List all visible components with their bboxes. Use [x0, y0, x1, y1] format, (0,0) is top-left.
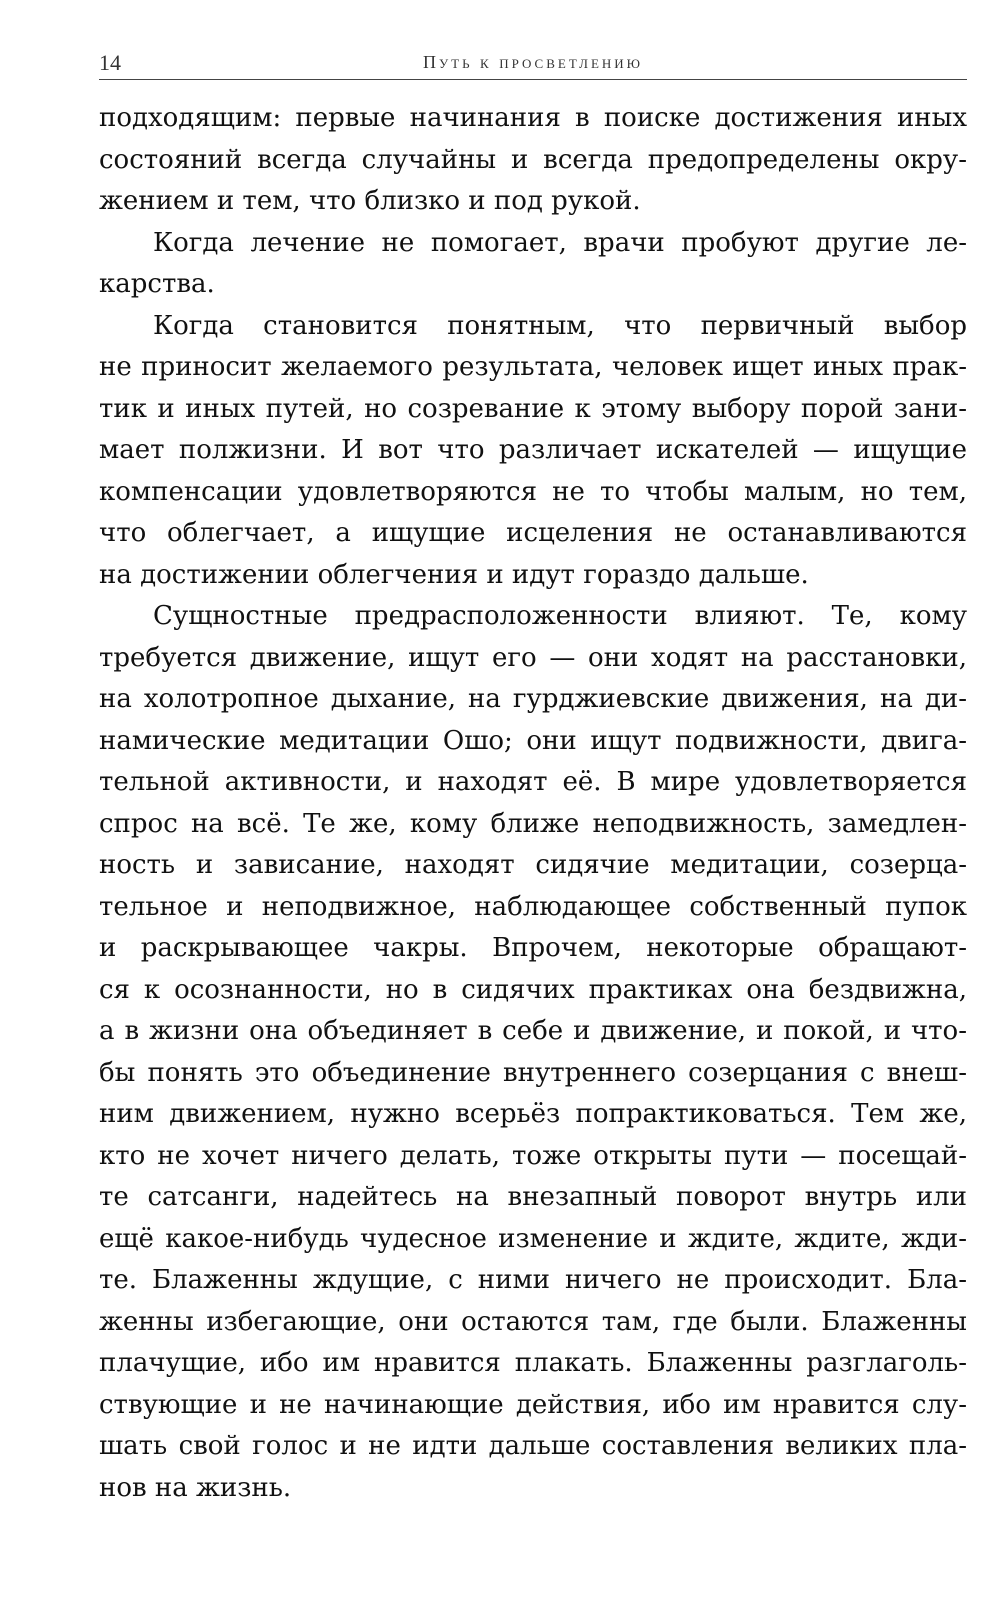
- text-line: и раскрывающее чакры. Впрочем, некоторые обращают-: [99, 933, 967, 963]
- text-line: нов на жизнь.: [99, 1472, 292, 1503]
- text-line: женны избегающие, они остаются там, где были. Блаженны: [99, 1306, 967, 1337]
- text-line: те. Блаженны ждущие, с ними ничего не происходит. Бла-: [99, 1265, 967, 1295]
- text-line: состояний всегда случайны и всегда предопределены окру-: [99, 144, 967, 175]
- header-rule: [99, 79, 967, 80]
- text-line: ствующие и не начинающие действия, ибо им нравится слу-: [99, 1389, 967, 1420]
- text-line: на холотропное дыхание, на гурджиевские движения, на ди-: [99, 684, 967, 714]
- text-line: Когда лечение не помогает, врачи пробуют другие ле-: [153, 227, 967, 258]
- text-line: а в жизни она объединяет в себе и движение, и покой, и что-: [99, 1016, 967, 1046]
- text-line: Когда становится понятным, что первичный выбор: [153, 310, 967, 341]
- text-line: требуется движение, ищут его — они ходят на расстановки,: [99, 642, 967, 673]
- text-line: плачущие, ибо им нравится плакать. Блаженны разглаголь-: [99, 1348, 967, 1378]
- text-line: что облегчает, а ищущие исцеления не останавливаются: [99, 518, 967, 548]
- text-line: Сущностные предрасположенности влияют. Те, кому: [153, 601, 967, 631]
- running-title: Путь к просветлению: [422, 52, 644, 72]
- text-line: ещё какое-нибудь чудесное изменение и ждите, ждите, жди-: [99, 1223, 967, 1254]
- text-line: шать свой голос и не идти дальше составления великих пла-: [99, 1431, 967, 1461]
- text-line: мает полжизни. И вот что различает искателей — ищущие: [99, 435, 967, 465]
- text-line: кто не хочет ничего делать, тоже открыты пути — посещай-: [99, 1140, 967, 1171]
- text-line: тельной активности, и находят её. В мире удовлетворяется: [99, 767, 967, 797]
- text-line: карства.: [99, 269, 215, 299]
- body-text: [99, 98, 967, 1509]
- page-number: 14: [99, 50, 121, 75]
- text-line: спрос на всё. Те же, кому ближе неподвижность, замедлен-: [99, 808, 967, 839]
- text-line: намические медитации Ошо; они ищут подвижности, двига-: [99, 725, 967, 756]
- text-line: тик и иных путей, но созревание к этому выбору порой зани-: [99, 393, 967, 424]
- text-line: жением и тем, что близко и под рукой.: [99, 186, 641, 216]
- running-head: [99, 44, 967, 78]
- text-line: ним движением, нужно всерьёз попрактиковаться. Тем же,: [99, 1099, 967, 1129]
- text-line: бы понять это объединение внутреннего созерцания с внеш-: [99, 1057, 967, 1088]
- text-line: те сатсанги, надейтесь на внезапный поворот внутрь или: [99, 1182, 967, 1212]
- text-line: на достижении облегчения и идут гораздо дальше.: [99, 559, 809, 590]
- text-line: ность и зависание, находят сидячие медитации, созерца-: [99, 850, 967, 880]
- text-line: подходящим: первые начинания в поиске достижения иных: [99, 103, 967, 133]
- text-line: компенсации удовлетворяются не то чтобы малым, но тем,: [99, 476, 967, 507]
- text-line: не приносит желаемого результата, человек ищет иных прак-: [99, 352, 967, 382]
- text-line: тельное и неподвижное, наблюдающее собственный пупок: [99, 891, 967, 922]
- text-line: ся к осознанности, но в сидячих практиках она бездвижна,: [99, 974, 967, 1005]
